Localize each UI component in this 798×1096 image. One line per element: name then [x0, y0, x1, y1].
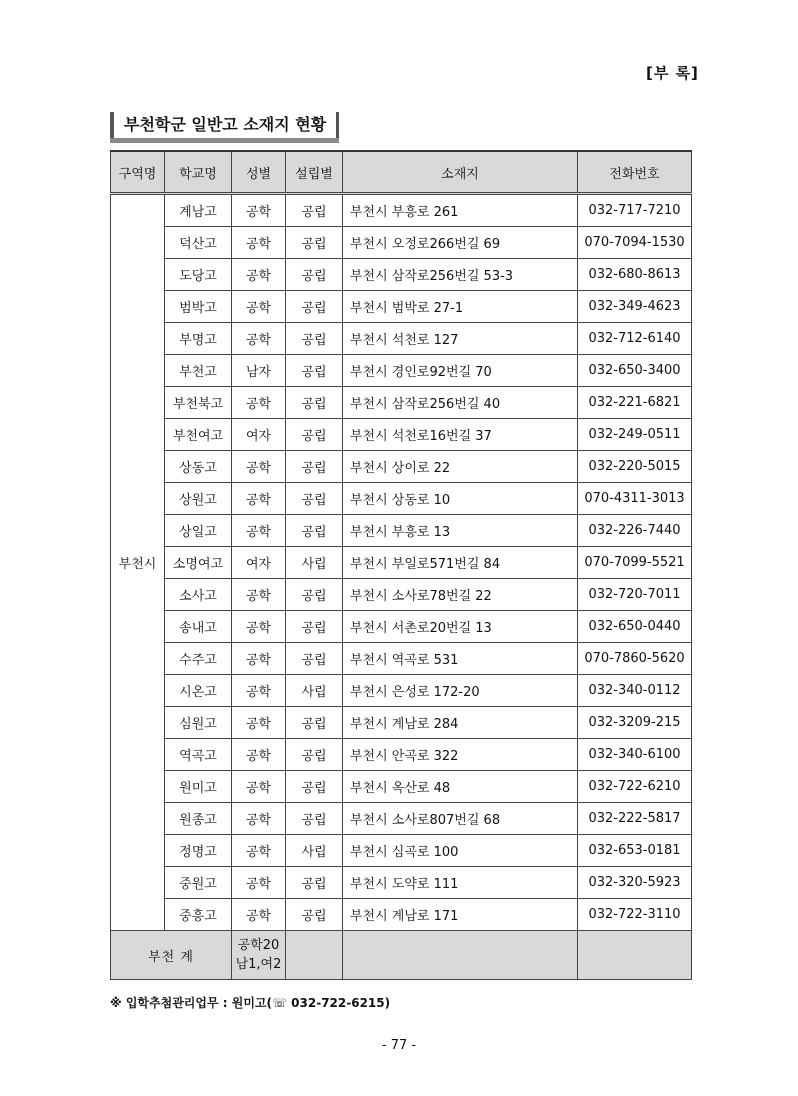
- school-name-cell: 부천여고: [165, 419, 232, 451]
- type-cell: 공립: [286, 227, 343, 259]
- table-row: [111, 867, 692, 899]
- appendix-label: [부 록]: [646, 64, 699, 82]
- gender-cell: 공학: [232, 707, 286, 739]
- school-name-cell: 시온고: [165, 675, 232, 707]
- type-cell: 공립: [286, 194, 343, 227]
- address-cell: 부천시 석천로 127: [343, 323, 578, 355]
- table-row: [111, 227, 692, 259]
- type-cell: 공립: [286, 771, 343, 803]
- gender-cell: 공학: [232, 675, 286, 707]
- col-header-phone: 전화번호: [578, 151, 692, 194]
- school-name-cell: 계남고: [165, 194, 232, 227]
- table-row: [111, 355, 692, 387]
- gender-cell: 공학: [232, 899, 286, 931]
- phone-cell: 032-712-6140: [578, 323, 692, 355]
- gender-cell: 공학: [232, 259, 286, 291]
- table-row: [111, 451, 692, 483]
- table-row: [111, 707, 692, 739]
- school-name-cell: 소명여고: [165, 547, 232, 579]
- address-cell: 부천시 범박로 27-1: [343, 291, 578, 323]
- address-cell: 부천시 소사로807번길 68: [343, 803, 578, 835]
- school-name-cell: 부명고: [165, 323, 232, 355]
- phone-cell: 032-340-0112: [578, 675, 692, 707]
- school-name-cell: 중흥고: [165, 899, 232, 931]
- phone-cell: 032-720-7011: [578, 579, 692, 611]
- gender-cell: 공학: [232, 739, 286, 771]
- address-cell: 부천시 안곡로 322: [343, 739, 578, 771]
- total-phone-empty: [578, 931, 692, 980]
- table-row: [111, 835, 692, 867]
- phone-cell: 032-650-0440: [578, 611, 692, 643]
- address-cell: 부천시 서촌로20번길 13: [343, 611, 578, 643]
- school-name-cell: 정명고: [165, 835, 232, 867]
- school-name-cell: 부천북고: [165, 387, 232, 419]
- table-body: [111, 194, 692, 980]
- type-cell: 공립: [286, 355, 343, 387]
- phone-cell: 032-349-4623: [578, 291, 692, 323]
- type-cell: 사립: [286, 835, 343, 867]
- table-row: [111, 547, 692, 579]
- type-cell: 공립: [286, 291, 343, 323]
- school-name-cell: 역곡고: [165, 739, 232, 771]
- phone-cell: 032-249-0511: [578, 419, 692, 451]
- gender-cell: 공학: [232, 835, 286, 867]
- school-name-cell: 원종고: [165, 803, 232, 835]
- table-row: [111, 643, 692, 675]
- gender-cell: 공학: [232, 451, 286, 483]
- address-cell: 부천시 상동로 10: [343, 483, 578, 515]
- address-cell: 부천시 계남로 284: [343, 707, 578, 739]
- phone-cell: 032-221-6821: [578, 387, 692, 419]
- gender-cell: 공학: [232, 867, 286, 899]
- page-number: - 77 -: [381, 1038, 417, 1053]
- type-cell: 사립: [286, 547, 343, 579]
- type-cell: 공립: [286, 515, 343, 547]
- phone-cell: 032-320-5923: [578, 867, 692, 899]
- col-header-type: 설립별: [286, 151, 343, 194]
- address-cell: 부천시 소사로78번길 22: [343, 579, 578, 611]
- table-row: [111, 803, 692, 835]
- table-row: [111, 194, 692, 227]
- phone-cell: 032-340-6100: [578, 739, 692, 771]
- gender-cell: 공학: [232, 483, 286, 515]
- region-cell: 부천시: [111, 194, 165, 931]
- type-cell: 공립: [286, 483, 343, 515]
- address-cell: 부천시 부흥로 13: [343, 515, 578, 547]
- gender-cell: 공학: [232, 771, 286, 803]
- section-title-text: 부천학군 일반고 소재지 현황: [124, 115, 327, 134]
- type-cell: 공립: [286, 323, 343, 355]
- gender-cell: 공학: [232, 515, 286, 547]
- gender-cell: 공학: [232, 579, 286, 611]
- gender-cell: 공학: [232, 194, 286, 227]
- table-row: [111, 739, 692, 771]
- type-cell: 공립: [286, 579, 343, 611]
- school-name-cell: 상동고: [165, 451, 232, 483]
- school-name-cell: 중원고: [165, 867, 232, 899]
- address-cell: 부천시 계남로 171: [343, 899, 578, 931]
- table-row: [111, 675, 692, 707]
- total-row: [111, 931, 692, 980]
- table-row: [111, 291, 692, 323]
- address-cell: 부천시 오정로266번길 69: [343, 227, 578, 259]
- address-cell: 부천시 은성로 172-20: [343, 675, 578, 707]
- table-row: [111, 899, 692, 931]
- phone-cell: 032-722-6210: [578, 771, 692, 803]
- address-cell: 부천시 도약로 111: [343, 867, 578, 899]
- phone-cell: 032-722-3110: [578, 899, 692, 931]
- school-name-cell: 도당고: [165, 259, 232, 291]
- table-row: [111, 387, 692, 419]
- type-cell: 공립: [286, 739, 343, 771]
- table-row: [111, 259, 692, 291]
- phone-cell: 070-4311-3013: [578, 483, 692, 515]
- school-name-cell: 상일고: [165, 515, 232, 547]
- gender-cell: 공학: [232, 803, 286, 835]
- table-row: [111, 611, 692, 643]
- type-cell: 공립: [286, 867, 343, 899]
- phone-cell: 070-7099-5521: [578, 547, 692, 579]
- phone-cell: 032-222-5817: [578, 803, 692, 835]
- address-cell: 부천시 석천로16번길 37: [343, 419, 578, 451]
- gender-cell: 공학: [232, 387, 286, 419]
- type-cell: 사립: [286, 675, 343, 707]
- phone-cell: 032-717-7210: [578, 194, 692, 227]
- school-name-cell: 덕산고: [165, 227, 232, 259]
- school-name-cell: 범박고: [165, 291, 232, 323]
- address-cell: 부천시 삼작로256번길 40: [343, 387, 578, 419]
- col-header-school: 학교명: [165, 151, 232, 194]
- school-name-cell: 심원고: [165, 707, 232, 739]
- school-name-cell: 상원고: [165, 483, 232, 515]
- table-row: [111, 323, 692, 355]
- type-cell: 공립: [286, 451, 343, 483]
- type-cell: 공립: [286, 899, 343, 931]
- type-cell: 공립: [286, 803, 343, 835]
- col-header-address: 소재지: [343, 151, 578, 194]
- address-cell: 부천시 역곡로 531: [343, 643, 578, 675]
- school-name-cell: 원미고: [165, 771, 232, 803]
- phone-cell: 032-653-0181: [578, 835, 692, 867]
- total-count: [232, 931, 286, 980]
- phone-cell: 070-7860-5620: [578, 643, 692, 675]
- table-header-row: [111, 151, 692, 194]
- col-header-region: 구역명: [111, 151, 165, 194]
- total-count-line2: 남1,여2: [235, 957, 282, 972]
- type-cell: 공립: [286, 643, 343, 675]
- address-cell: 부천시 상이로 22: [343, 451, 578, 483]
- address-cell: 부천시 심곡로 100: [343, 835, 578, 867]
- school-name-cell: 소사고: [165, 579, 232, 611]
- gender-cell: 공학: [232, 227, 286, 259]
- phone-cell: 032-220-5015: [578, 451, 692, 483]
- total-label: 부천 계: [111, 931, 232, 980]
- gender-cell: 공학: [232, 323, 286, 355]
- total-type-empty: [286, 931, 343, 980]
- section-title: [110, 112, 339, 138]
- table-row: [111, 483, 692, 515]
- address-cell: 부천시 옥산로 48: [343, 771, 578, 803]
- col-header-gender: 성별: [232, 151, 286, 194]
- phone-cell: 032-680-8613: [578, 259, 692, 291]
- gender-cell: 남자: [232, 355, 286, 387]
- title-shadow: [110, 138, 339, 143]
- school-name-cell: 수주고: [165, 643, 232, 675]
- gender-cell: 여자: [232, 419, 286, 451]
- type-cell: 공립: [286, 419, 343, 451]
- type-cell: 공립: [286, 707, 343, 739]
- phone-cell: 032-226-7440: [578, 515, 692, 547]
- gender-cell: 공학: [232, 611, 286, 643]
- school-name-cell: 송내고: [165, 611, 232, 643]
- gender-cell: 여자: [232, 547, 286, 579]
- type-cell: 공립: [286, 387, 343, 419]
- phone-cell: 070-7094-1530: [578, 227, 692, 259]
- table-row: [111, 579, 692, 611]
- table-row: [111, 515, 692, 547]
- school-table: [110, 150, 692, 980]
- school-name-cell: 부천고: [165, 355, 232, 387]
- type-cell: 공립: [286, 259, 343, 291]
- phone-cell: 032-3209-215: [578, 707, 692, 739]
- type-cell: 공립: [286, 611, 343, 643]
- phone-cell: 032-650-3400: [578, 355, 692, 387]
- gender-cell: 공학: [232, 643, 286, 675]
- gender-cell: 공학: [232, 291, 286, 323]
- total-address-empty: [343, 931, 578, 980]
- footnote: ※ 입학추첨관리업무 : 원미고(☏ 032-722-6215): [110, 996, 391, 1010]
- table-row: [111, 771, 692, 803]
- address-cell: 부천시 부흥로 261: [343, 194, 578, 227]
- address-cell: 부천시 경인로92번길 70: [343, 355, 578, 387]
- address-cell: 부천시 부일로571번길 84: [343, 547, 578, 579]
- table-row: [111, 419, 692, 451]
- address-cell: 부천시 삼작로256번길 53-3: [343, 259, 578, 291]
- total-count-line1: 공학20: [237, 938, 280, 953]
